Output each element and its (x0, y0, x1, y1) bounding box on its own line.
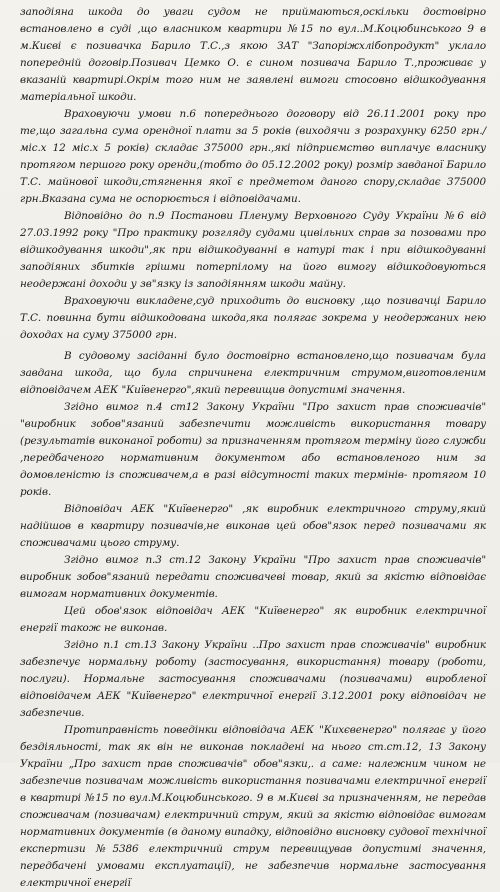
paragraph-5: В судовому засіданні було достовірно встановлено,що позивачам була завдана шкода, що була спричинена електричним струмом,виготовленим відповідачем АЕК "Київенерго",який перевищив допустимі значення. (20, 350, 486, 396)
paragraph-11: Протиправність поведінки відповідача АЕК "Кихєвенерго" полягає у його бездіяльності, так як він не виконав покладені на нього ст.ст.12, 13 Закону України „Про захист прав споживачів" обов"язки,. а саме: належним чином не забезпечив позивачам можливість використання позивачами електричної енергії в квартирі №15 по вул.М.Коцюбинського. 9 в м.Києві за призначенням, не передав споживачам (позивачам) електричний струм, який за якістю відповідає вимогам нормативних документів (в даному випадку, відповідно висновку судової технічної експертизи №5386 електричний струм перевищував допустимі значення, передбачені умовами експлуатації), не забезпечив нормальне застосування електричної енергії (20, 724, 486, 889)
paragraph-8: Згідно вимог п.3 ст.12 Закону України "Про захист прав споживачів" виробник зобов"язаний передати споживачеві товар, який за якістю відповідає вимогам нормативних документів. (20, 554, 486, 600)
paragraph-2: Враховуючи умови п.6 попереднього договору від 26.11.2001 року про те,що загальна сума орендної плати за 5 років (виходячи з розрахунку 6250 грн./міс.х 12 міс.х 5 років) складає 375000 грн.,які підприємство виплачує власнику протягом першого року оренди,(тобто до 05.12.2002 року) розмір завданої Барило Т.С. майнової шкоди,стягнення якої є предметом даного спору,складає 375000 грн.Вказана сума не оспорюється і відповідачами. (20, 108, 486, 205)
paragraph-7: Відповідач АЕК "Київенерго" ,як виробник електричного струму,який надійшов в квартиру позивачів,не виконав цей обов"язок перед позивачами як споживачами цього струму. (20, 503, 486, 549)
paragraph-1: заподіяна шкода до уваги судом не приймаються,оскільки достовірно встановлено в суді ,що власником квартири №15 по вул..М.Коцюбинського 9 в м.Києві є позивачка Барило Т.С.,з якою ЗАТ "Запоріжхлібопродукт" уклало попередній договір.Позивач Цемко О. є сином позивача Барило Т.,проживає у вказаній квартирі.Окрім того ним не заявлені вимоги стосовно відшкодування матеріальної шкоди. (20, 6, 486, 103)
paragraph-4: Враховуючи викладене,суд приходить до висновку ,що позивачці Барило Т.С. повинна бути відшкодована шкода,яка полягає зокрема у неодержаних нею доходах на суму 375000 грн. (20, 295, 486, 341)
paragraph-10: Згідно п.1 ст.13 Закону України ..Про захист прав споживачів" виробник забезпечує нормальну роботу (застосування, використання) товару (роботи, послуги). Нормальне застосування споживачами (позивачами) виробленої відповідачем АЕК "Київенерго" електричної енергії 3.12.2001 року відповідач не забезпечив. (20, 639, 486, 719)
paragraph-9: Цей обов'язок відповідач АЕК "Київенерго" як виробник електричної енергії також не виконав. (20, 605, 486, 634)
paragraph-3: Відповідно до п.9 Постанови Пленуму Верховного Суду України №6 від 27.03.1992 року "Про практику розгляду судами цивільних справ за позовами про відшкодування шкоди",як при відшкодуванні в натурі так і при відшкодуванні заподіяних збитків грішми потерпілому на його вимогу відшкодовуються неодержані доходи у зв"язку із заподіянням шкоди майну. (20, 210, 486, 290)
paragraph-6: Згідно вимог п.4 ст12 Закону України "Про захист прав споживачів" "виробник зобов"язаний забезпечити можливість використання товару (результатів виконаної роботи) за призначенням протягом терміну його служби ,передбаченого нормативним документом або встановленого ним за домовленістю із споживачем,а в разі відсутності таких термінів- протягом 10 років. (20, 401, 486, 498)
